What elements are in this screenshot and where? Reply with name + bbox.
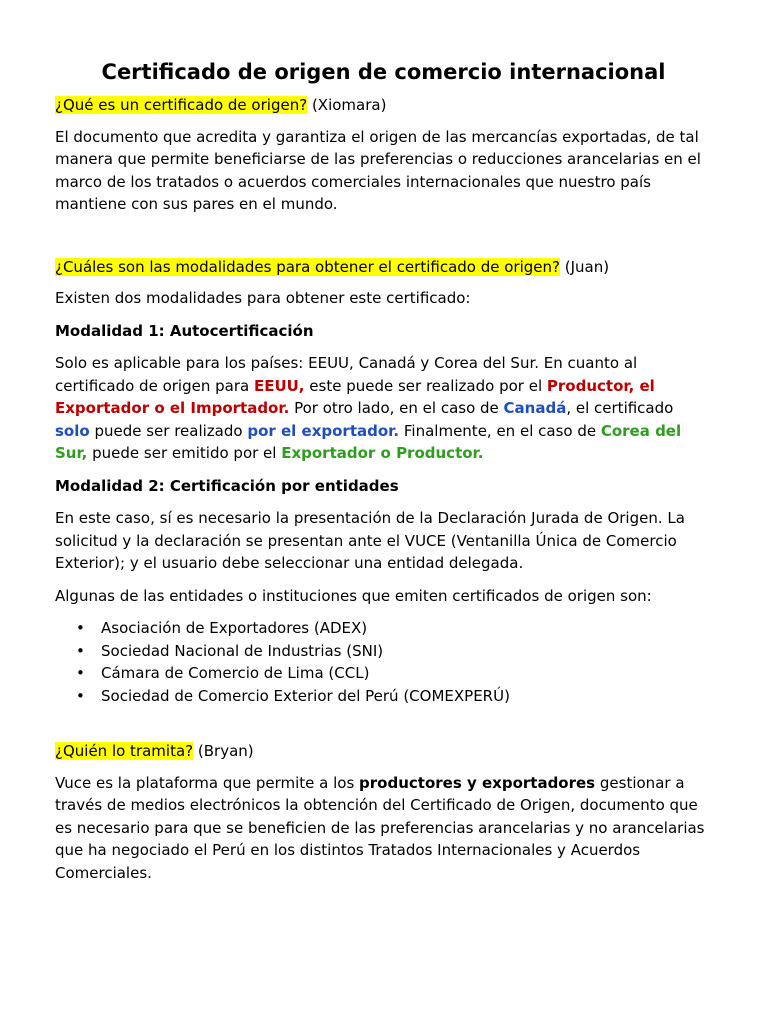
- list-item-text: Sociedad de Comercio Exterior del Perú (COMEXPERÚ): [101, 686, 510, 705]
- spacer: [55, 707, 712, 740]
- question-1-text: ¿Qué es un certificado de origen?: [55, 96, 308, 114]
- canada-only: solo: [55, 421, 90, 440]
- question-2-author: (Juan): [559, 257, 610, 276]
- country-eeuu: EEUU,: [253, 376, 305, 395]
- question-3-text: ¿Quién lo tramita?: [55, 742, 194, 760]
- list-item: [76, 617, 712, 640]
- bullet-icon: •: [76, 641, 85, 660]
- country-canada: Canadá: [503, 399, 567, 417]
- question-2-text: ¿Cuáles son las modalidades para obtener el certificado de origen?: [55, 257, 560, 276]
- country-korea: Corea del Sur,: [55, 421, 682, 462]
- list-item: [76, 640, 712, 663]
- modality-2-heading: [55, 475, 712, 498]
- list-item-text: Cámara de Comercio de Lima (CCL): [101, 664, 370, 682]
- question-2: [55, 256, 712, 279]
- text-run: Vuce es la plataforma que permite a los: [55, 773, 360, 792]
- question-3: [55, 740, 712, 763]
- spacer: [55, 226, 712, 256]
- text-run: este puede ser realizado por el: [304, 376, 547, 395]
- modality-2-heading-text: Modalidad 2: Certificación por entidades: [55, 476, 399, 495]
- text-run: , el certificado: [566, 399, 674, 417]
- question-3-author: (Bryan): [193, 742, 254, 760]
- list-item-text: Sociedad Nacional de Industrias (SNI): [101, 641, 384, 660]
- eeuu-actors: Productor, el Exportador o el Importador.: [55, 376, 655, 417]
- question-1: [55, 94, 712, 117]
- document-title: Certificado de origen de comercio internacional: [101, 60, 666, 84]
- entities-list: [55, 617, 712, 707]
- text-run: puede ser realizado: [89, 421, 248, 440]
- modalities-intro: Existen dos modalidades para obtener este certificado:: [55, 289, 471, 307]
- list-item-text: Asociación de Exportadores (ADEX): [101, 619, 368, 637]
- answer-3: [55, 772, 712, 885]
- bullet-icon: •: [76, 619, 85, 637]
- korea-actors: Exportador o Productor.: [281, 444, 484, 462]
- canada-actor: por el exportador.: [247, 421, 400, 440]
- question-1-author: (Xiomara): [307, 96, 387, 114]
- list-item: [76, 685, 712, 708]
- modality-2-body: En este caso, sí es necesario la presentación de la Declaración Jurada de Origen. La solicitud y la declaración se presentan ante el VUCE (Ventanilla Única de Comercio Exterior); y el usuario debe seleccionar una entidad delegada.: [55, 509, 685, 572]
- bullet-icon: •: [76, 664, 85, 682]
- modality-1-heading: [55, 320, 712, 343]
- answer-1: El documento que acredita y garantiza el origen de las mercancías exportadas, de tal manera que permite beneficiarse de las preferencias o reducciones arancelarias en el marco de los tratados o acuerdos comerciales internacionales que nuestro país mantiene con sus pares en el mundo.: [55, 127, 701, 213]
- text-run: Solo es aplicable para los países: EEUU, Canadá y Corea del Sur. En cuanto al certificado de origen para: [55, 354, 638, 395]
- text-run: gestionar a través de medios electrónicos la obtención del Certificado de Origen, documento que es necesario para que se beneficien de las preferencias arancelarias y no arancelarias que ha negociado el Perú en los distintos Tratados Internacionales y Acuerdos Comerciales.: [55, 773, 705, 882]
- text-run: puede ser emitido por el: [87, 444, 282, 462]
- modality-1-body: [55, 352, 712, 465]
- list-item: [76, 662, 712, 685]
- bullet-icon: •: [76, 686, 85, 705]
- text-run: Finalmente, en el caso de: [399, 421, 601, 440]
- entities-intro: Algunas de las entidades o instituciones que emiten certificados de origen son:: [55, 586, 652, 605]
- text-run: Por otro lado, en el caso de: [289, 399, 504, 417]
- modality-1-heading-text: Modalidad 1: Autocertificación: [55, 321, 314, 340]
- bold-run: productores y exportadores: [359, 773, 596, 792]
